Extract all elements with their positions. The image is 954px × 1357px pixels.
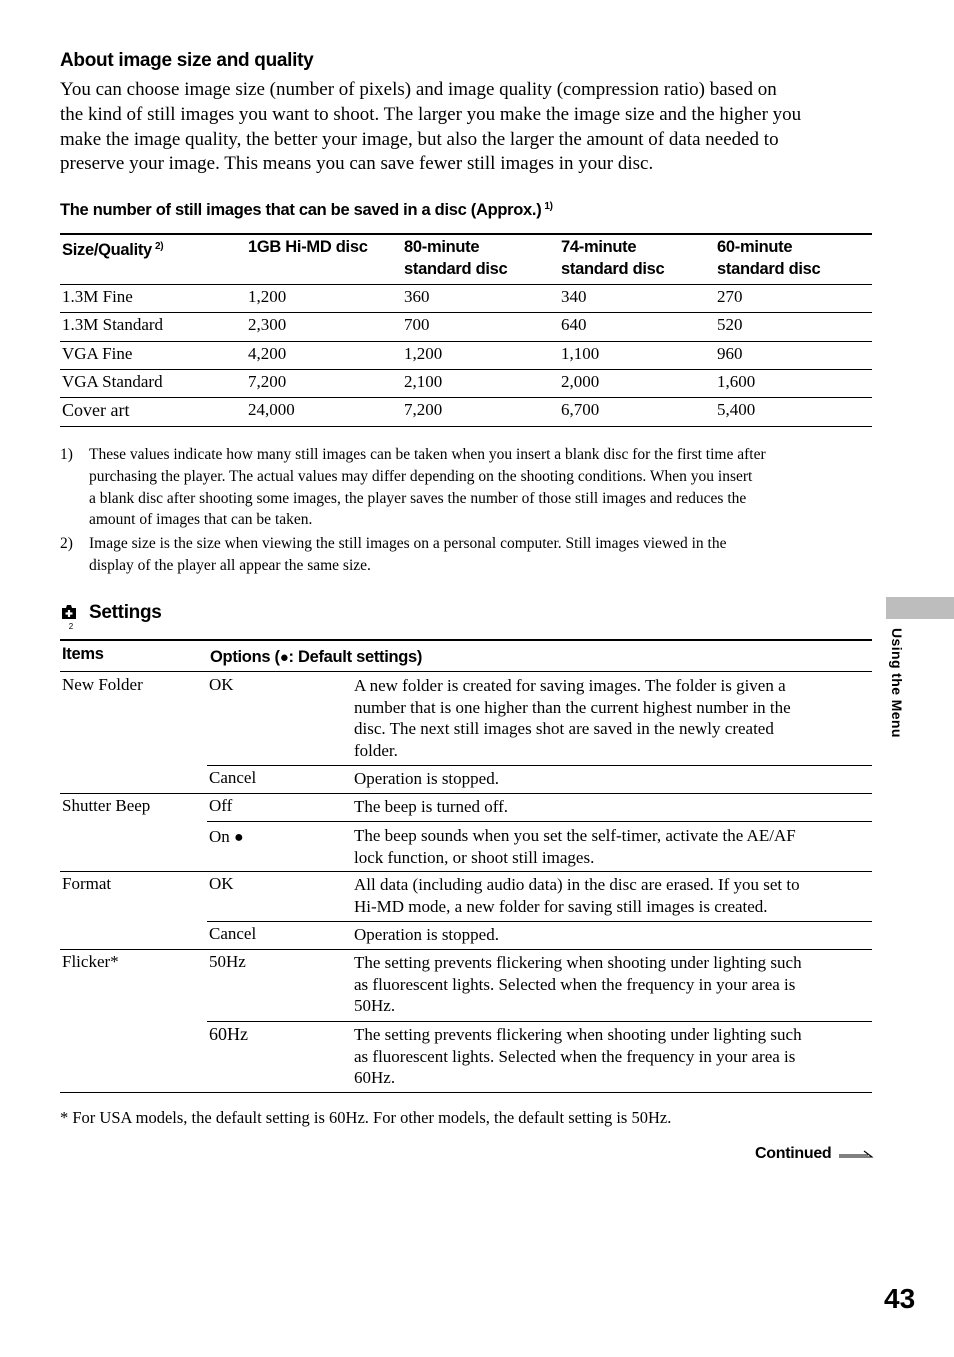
table-cell: 360 <box>404 287 430 306</box>
section-heading-about: About image size and quality <box>60 50 314 71</box>
footnote-line: purchasing the player. The actual values may differ depending on the shooting conditions. When you insert <box>89 467 753 485</box>
continued-arrow-icon <box>838 1148 876 1160</box>
setting-option: Off <box>209 796 233 815</box>
table-rule <box>60 949 872 950</box>
description-line: as fluorescent lights. Selected when the frequency in your area is <box>354 974 796 994</box>
description-line: 50Hz. <box>354 996 396 1016</box>
setting-description <box>354 952 864 1017</box>
side-tab-label <box>885 628 911 758</box>
setting-item-shutter-beep: Shutter Beep <box>62 796 151 815</box>
setting-item-flicker: Flicker* <box>62 952 119 971</box>
setting-option-default <box>209 827 244 847</box>
description-line: Operation is stopped. <box>354 925 499 944</box>
col-header-60min <box>717 236 820 280</box>
table-rule <box>207 921 872 922</box>
setting-description <box>354 924 864 946</box>
table-cell: 1,200 <box>248 287 287 306</box>
page-number: 43 <box>884 1283 916 1314</box>
description-line: Operation is stopped. <box>354 769 499 788</box>
setting-option: 60Hz <box>209 1024 248 1044</box>
col-header-line: 80-minute <box>404 238 480 256</box>
setting-description <box>354 1024 864 1089</box>
description-line: The setting prevents flickering when shooting under lighting such <box>354 953 802 972</box>
table-cell: Cover art <box>62 400 130 420</box>
table-cell: 7,200 <box>248 372 287 391</box>
table-heading-image-count <box>60 201 553 220</box>
footnote-number: 2) <box>60 535 73 552</box>
col-header-options-text: Options ( <box>210 648 280 666</box>
table-cell: 700 <box>404 315 430 334</box>
table-cell: 520 <box>717 315 743 334</box>
table-cell: 640 <box>561 315 587 334</box>
setting-option: Cancel <box>209 768 257 787</box>
col-header-1gb: 1GB Hi-MD disc <box>248 238 368 256</box>
table-rule <box>60 369 872 370</box>
footnote-line: a blank disc after shooting some images, the player saves the number of those still images and reduces the <box>89 489 747 507</box>
table-cell: 7,200 <box>404 400 443 419</box>
col-header-line: standard disc <box>404 260 508 278</box>
col-header-line: standard disc <box>717 260 821 278</box>
table-cell: 340 <box>561 287 587 306</box>
table-rule <box>60 341 872 342</box>
col-header-text: Size/Quality <box>62 241 152 259</box>
setting-option: OK <box>209 675 234 694</box>
col-header-line: 60-minute <box>717 238 793 256</box>
footnote-line: Image size is the size when viewing the still images on a personal computer. Still images viewed in the <box>89 535 727 552</box>
table-cell: 270 <box>717 287 743 306</box>
description-line: number that is one higher than the current highest number in the <box>354 697 791 717</box>
description-line: 60Hz. <box>354 1068 396 1088</box>
description-line: The beep sounds when you set the self-timer, activate the AE/AF <box>354 826 796 845</box>
setting-option: Cancel <box>209 924 257 943</box>
description-line: folder. <box>354 740 398 760</box>
col-header-size-quality <box>62 236 163 261</box>
description-line: as fluorescent lights. Selected when the frequency in your area is <box>354 1046 796 1066</box>
table-cell: 6,700 <box>561 400 600 419</box>
setting-option: OK <box>209 874 234 893</box>
section-heading-settings: Settings <box>89 602 162 623</box>
table-cell: 1.3M Fine <box>62 287 133 306</box>
description-line: Hi-MD mode, a new folder for saving still images is created. <box>354 896 768 916</box>
description-line: The setting prevents flickering when shooting under lighting such <box>354 1025 802 1044</box>
setting-option-label: On <box>209 827 230 846</box>
col-header-80min <box>404 236 507 280</box>
footnote-line: These values indicate how many still images can be taken when you insert a blank disc for the first time after <box>89 446 766 463</box>
table-cell: 2,100 <box>404 372 443 391</box>
footnote-line: amount of images that can be taken. <box>89 511 313 529</box>
col-header-line: 74-minute <box>561 238 637 256</box>
intro-line: You can choose image size (number of pixels) and image quality (compression ratio) based on <box>60 79 777 100</box>
side-tab-marker <box>886 597 954 619</box>
footnote-line: display of the player all appear the same size. <box>89 556 371 574</box>
setting-description <box>354 874 864 917</box>
description-line: disc. The next still images shot are saved in the newly created <box>354 719 774 739</box>
table-cell: 5,400 <box>717 400 756 419</box>
table-bottom-rule <box>60 426 872 427</box>
table-rule <box>60 312 872 313</box>
description-line: The beep is turned off. <box>354 797 509 816</box>
footnote-number: 1) <box>60 446 73 463</box>
setting-option: 50Hz <box>209 952 246 971</box>
table-cell: 1,600 <box>717 372 756 391</box>
col-header-options <box>210 646 422 669</box>
table-cell: 960 <box>717 344 743 363</box>
table-top-rule <box>60 233 872 235</box>
col-header-items: Items <box>62 645 104 663</box>
setup-2-icon <box>60 602 78 630</box>
table-cell: 2,300 <box>248 315 287 334</box>
col-header-line: standard disc <box>561 260 665 278</box>
description-line: All data (including audio data) in the disc are erased. If you set to <box>354 875 800 894</box>
table-cell: VGA Standard <box>62 372 163 391</box>
col-header-74min <box>561 236 664 280</box>
table-rule <box>60 671 872 672</box>
table-bottom-rule <box>60 1092 872 1093</box>
table-rule <box>60 397 872 398</box>
setting-description <box>354 768 864 790</box>
table-cell: 1.3M Standard <box>62 315 164 334</box>
setting-item-new-folder: New Folder <box>62 675 143 694</box>
footnote-2 <box>60 533 872 577</box>
setting-description <box>354 825 864 868</box>
table-rule <box>60 284 872 285</box>
setting-description <box>354 675 864 761</box>
description-line: lock function, or shoot still images. <box>354 847 595 867</box>
default-marker-icon: ● <box>234 829 244 846</box>
intro-line: make the image quality, the better your image, but also the larger the amount of data needed to <box>60 128 779 150</box>
table-rule <box>60 871 872 872</box>
default-marker-icon: ● <box>279 649 289 666</box>
setup-icon-subscript: 2 <box>68 622 74 630</box>
setting-item-format: Format <box>62 874 112 893</box>
table-cell: 1,200 <box>404 344 443 363</box>
table-rule <box>207 1021 872 1022</box>
setting-description <box>354 796 864 818</box>
intro-line: the kind of still images you want to shoot. The larger you make the image size and the higher you <box>60 103 802 125</box>
table-heading-text: The number of still images that can be saved in a disc (Approx.) <box>60 201 542 219</box>
table-cell: 2,000 <box>561 372 600 391</box>
col-header-options-tail: : Default settings) <box>288 648 423 666</box>
footnote-ref: 1) <box>544 201 553 212</box>
table-top-rule <box>60 639 872 641</box>
continued-label <box>755 1145 876 1163</box>
intro-line: preserve your image. This means you can save fewer still images in your disc. <box>60 153 654 175</box>
table-cell: VGA Fine <box>62 344 133 363</box>
settings-footnote: * For USA models, the default setting is 60Hz. For other models, the default setting is 50Hz. <box>60 1108 672 1127</box>
table-rule <box>60 793 872 794</box>
description-line: A new folder is created for saving images. The folder is given a <box>354 676 786 695</box>
continued-text: Continued <box>755 1145 832 1162</box>
table-cell: 4,200 <box>248 344 287 363</box>
table-cell: 1,100 <box>561 344 600 363</box>
footnote-ref: 2) <box>154 241 164 252</box>
side-tab-text: Using the Menu <box>889 628 905 738</box>
footnote-1 <box>60 444 872 531</box>
table-rule <box>207 765 872 766</box>
table-rule <box>207 821 872 822</box>
table-cell: 24,000 <box>248 400 295 419</box>
intro-paragraph <box>60 78 870 177</box>
